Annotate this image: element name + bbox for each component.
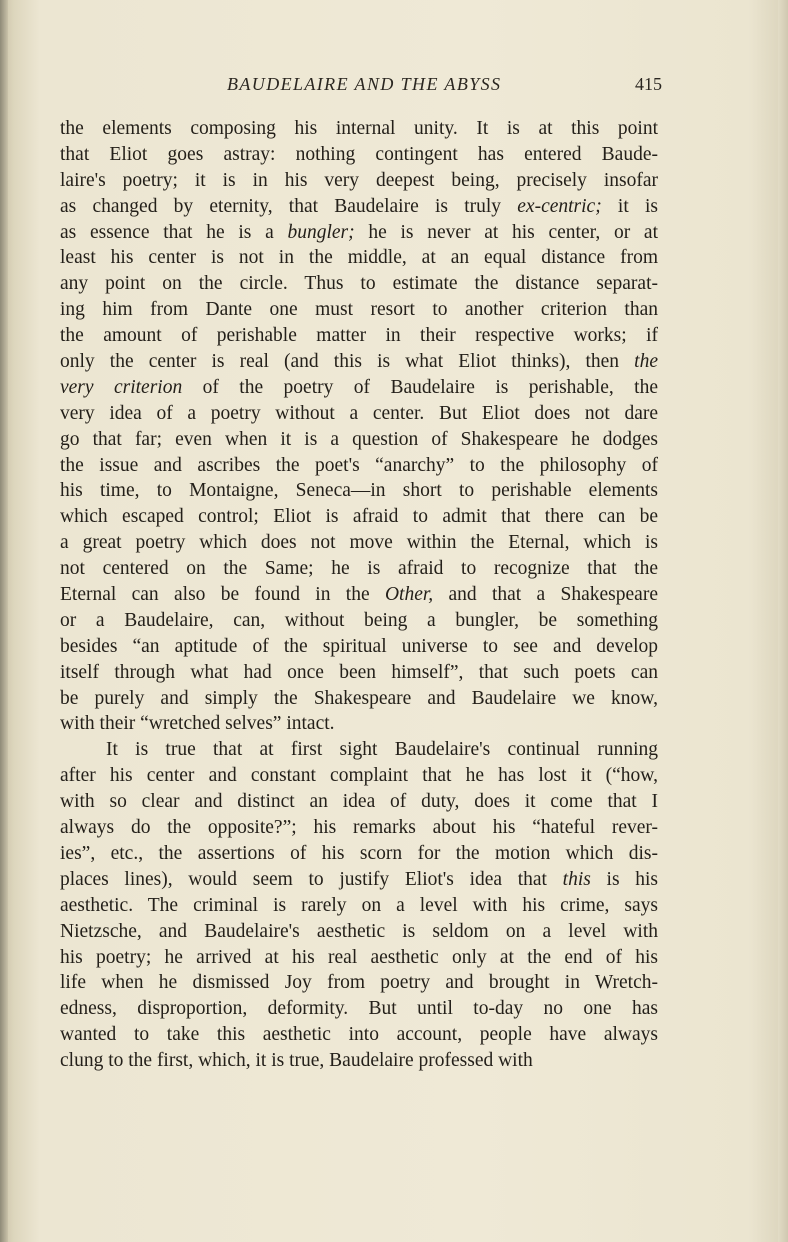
text-run: the amount of perishable matter in their respective works; if (60, 325, 658, 347)
italic-text: bungler; (287, 221, 355, 243)
italic-text: very criterion (60, 376, 183, 398)
text-run: ing him from Dante one must resort to another criterion than (60, 299, 658, 321)
text-run: itself through what had once been himself”, that such poets can (60, 661, 658, 683)
text-run: of the poetry of Baudelaire is perishable, the (182, 376, 658, 398)
page-gutter-shadow (0, 0, 8, 1242)
text-line (60, 634, 658, 660)
text-run: be purely and simply the Shakespeare and Baudelaire we know, (60, 687, 658, 709)
text-run: edness, disproportion, deformity. But until to-day no one has (60, 998, 658, 1020)
text-run: life when he dismissed Joy from poetry and brought in Wretch- (60, 972, 658, 994)
text-run: It is true that at first sight Baudelaire's continual running (106, 739, 658, 761)
text-run: places lines), would seem to justify Eliot's idea that (60, 868, 563, 890)
italic-text: Other, (384, 584, 434, 606)
text-line (60, 556, 658, 582)
text-run: his poetry; he arrived at his real aesthetic only at the end of his (60, 946, 658, 968)
text-line (60, 194, 658, 220)
italic-text: the (634, 351, 658, 373)
text-run: very idea of a poetry without a center. But Eliot does not dare (60, 402, 658, 424)
running-title: BAUDELAIRE AND THE ABYSS (227, 74, 502, 94)
text-run: which escaped control; Eliot is afraid to admit that there can be (60, 506, 658, 528)
italic-text: ex-centric; (517, 195, 602, 217)
text-run: the elements composing his internal unity. It is at this point (60, 118, 658, 139)
text-line (60, 478, 658, 504)
text-line (60, 996, 658, 1022)
text-line (60, 660, 658, 686)
text-run: Eternal can also be found in the (60, 584, 385, 606)
text-line (60, 530, 658, 556)
page-header (60, 74, 662, 102)
text-line (60, 893, 658, 919)
text-line (60, 297, 658, 323)
text-line (60, 737, 658, 763)
text-line (60, 401, 658, 427)
text-line (60, 427, 658, 453)
text-line (60, 841, 658, 867)
text-run: and that a Shakespeare (433, 584, 658, 606)
text-run: laire's poetry; it is in his very deepest being, precisely insofar (60, 169, 658, 191)
text-run: with their “wretched selves” intact. (60, 713, 335, 735)
text-line (60, 945, 658, 971)
text-line (60, 608, 658, 634)
page-edge (778, 0, 788, 1242)
text-run: wanted to take this aesthetic into account, people have always (60, 1024, 658, 1046)
text-line (60, 323, 658, 349)
text-run: or a Baudelaire, can, without being a bungler, be something (60, 609, 658, 631)
text-run: always do the opposite?”; his remarks about his “hateful rever- (60, 817, 658, 839)
text-run: the issue and ascribes the poet's “anarchy” to the philosophy of (60, 454, 658, 476)
text-run: clung to the first, which, it is true, Baudelaire professed with (60, 1050, 533, 1072)
italic-text: this (562, 868, 591, 890)
text-run: he is never at his center, or at (354, 221, 658, 243)
text-run: is his (590, 868, 658, 890)
text-line (60, 582, 658, 608)
text-line (60, 686, 658, 712)
text-line (60, 168, 658, 194)
text-line (60, 867, 658, 893)
text-run: as essence that he is a (60, 221, 288, 243)
text-line (60, 453, 658, 479)
text-line (60, 142, 658, 168)
text-run: with so clear and distinct an idea of duty, does it come that I (60, 791, 658, 813)
text-line (60, 711, 658, 737)
paragraph (60, 116, 658, 737)
text-run: after his center and constant complaint that he has lost it (“how, (60, 765, 658, 787)
body-text (60, 116, 658, 1074)
text-line (60, 1048, 658, 1074)
text-run: only the center is real (and this is what Eliot thinks), then (60, 351, 635, 373)
text-line (60, 116, 658, 142)
text-run: a great poetry which does not move within the Eternal, which is (60, 532, 658, 554)
text-line (60, 789, 658, 815)
text-run: not centered on the Same; he is afraid to recognize that the (60, 558, 658, 580)
text-line (60, 763, 658, 789)
text-line (60, 815, 658, 841)
text-line (60, 504, 658, 530)
text-run: Nietzsche, and Baudelaire's aesthetic is seldom on a level with (60, 920, 658, 942)
paragraph (60, 737, 658, 1074)
page-number: 415 (635, 74, 662, 94)
text-run: that Eliot goes astray: nothing contingent has entered Baude- (60, 143, 658, 165)
text-run: besides “an aptitude of the spiritual universe to see and develop (60, 635, 658, 657)
text-line (60, 970, 658, 996)
text-run: his time, to Montaigne, Seneca—in short to perishable elements (60, 480, 658, 502)
text-run: go that far; even when it is a question of Shakespeare he dodges (60, 428, 658, 450)
text-line (60, 1022, 658, 1048)
text-run: least his center is not in the middle, at an equal distance from (60, 247, 658, 269)
text-line (60, 349, 658, 375)
text-run: any point on the circle. Thus to estimate the distance separat- (60, 273, 658, 295)
text-run: as changed by eternity, that Baudelaire is truly (60, 195, 518, 217)
text-run: it is (601, 195, 658, 217)
text-line (60, 919, 658, 945)
text-line (60, 375, 658, 401)
text-line (60, 271, 658, 297)
text-run: ies”, etc., the assertions of his scorn for the motion which dis- (60, 842, 658, 864)
text-run: aesthetic. The criminal is rarely on a level with his crime, says (60, 894, 658, 916)
text-line (60, 245, 658, 271)
text-line (60, 220, 658, 246)
